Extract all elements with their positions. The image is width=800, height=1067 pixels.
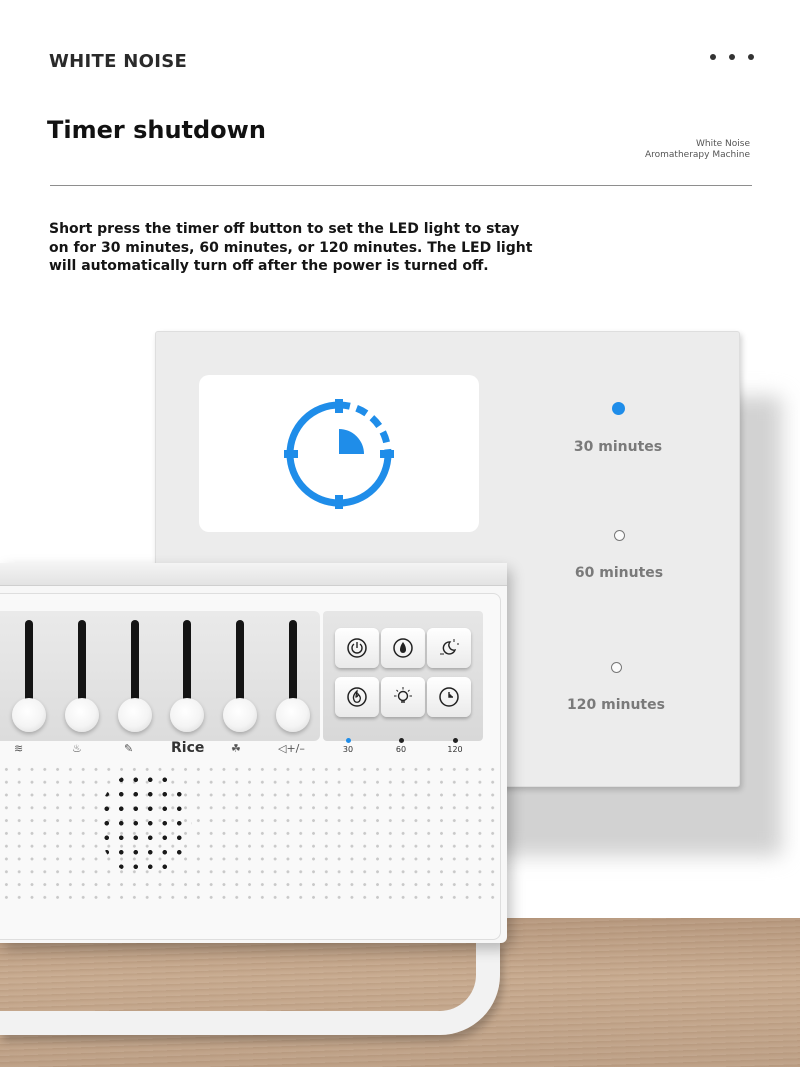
slider-panel — [0, 611, 320, 741]
brand-title: WHITE NOISE — [49, 51, 188, 72]
timer-button[interactable] — [427, 677, 471, 717]
timer-icon — [438, 686, 460, 708]
more-options-icon[interactable] — [710, 52, 754, 62]
bird-icon: ✎ — [124, 742, 134, 755]
power-button[interactable] — [335, 628, 379, 668]
aroma-button[interactable] — [381, 628, 425, 668]
level-indicator-60 — [391, 738, 411, 754]
sound-slider-3[interactable] — [118, 620, 152, 740]
volume-plus-minus: +/– — [286, 742, 305, 755]
speaker-grille — [0, 763, 495, 908]
night-light-icon — [438, 637, 460, 659]
slider-knob[interactable] — [223, 698, 257, 732]
sound-slider-2[interactable] — [65, 620, 99, 740]
option-120-label: 120 minutes — [567, 697, 665, 713]
waves-icon: ≋ — [14, 742, 24, 755]
sound-slider-5[interactable] — [223, 620, 257, 740]
level-60-label: 60 — [395, 745, 407, 754]
timer-clock-icon — [284, 399, 394, 509]
product-name-line2: Aromatherapy Machine — [644, 150, 750, 160]
timer-card — [199, 375, 479, 532]
option-120-radio[interactable] — [611, 662, 622, 673]
light-button[interactable] — [381, 677, 425, 717]
rice-label: Rice — [171, 740, 205, 756]
sound-slider-4[interactable] — [170, 620, 204, 740]
volume-slider[interactable] — [276, 620, 310, 740]
option-30-label: 30 minutes — [573, 439, 663, 455]
slider-knob[interactable] — [118, 698, 152, 732]
sound-slider-1[interactable] — [12, 620, 46, 740]
device-stand — [0, 940, 500, 1035]
level-indicator-120 — [445, 738, 465, 754]
aroma-drop-icon — [392, 637, 414, 659]
slider-knob[interactable] — [12, 698, 46, 732]
volume-label — [278, 742, 305, 755]
night-light-button[interactable] — [427, 628, 471, 668]
speaker-icon: ◁ — [278, 742, 287, 755]
level-indicator-30 — [338, 738, 358, 754]
option-30-radio[interactable] — [612, 402, 625, 415]
white-noise-device — [0, 563, 507, 943]
device-top-edge — [0, 563, 507, 586]
button-panel — [323, 611, 483, 741]
slider-knob[interactable] — [170, 698, 204, 732]
product-name-line1: White Noise — [696, 139, 750, 149]
bulb-icon — [392, 686, 414, 708]
product-name — [645, 139, 750, 161]
description: Short press the timer off button to set the LED light to stay on for 30 minutes, 60 minutes, or 120 minutes. The LED light will automatically turn off after the power is turned off. — [49, 221, 533, 274]
flame-button[interactable] — [335, 677, 379, 717]
option-120-minutes[interactable] — [546, 662, 686, 713]
option-60-minutes[interactable] — [549, 530, 689, 581]
flame-icon — [346, 686, 368, 708]
option-60-label: 60 minutes — [574, 565, 664, 581]
divider — [50, 185, 752, 186]
option-30-minutes[interactable] — [548, 402, 688, 455]
level-120-label: 120 — [447, 745, 463, 754]
fire-icon: ♨ — [72, 742, 82, 755]
slider-knob[interactable] — [276, 698, 310, 732]
power-icon — [346, 637, 368, 659]
page-title: Timer shutdown — [47, 116, 266, 144]
level-30-label: 30 — [342, 745, 354, 754]
slider-knob[interactable] — [65, 698, 99, 732]
speaker-holes — [85, 758, 205, 903]
frog-icon: ☘ — [231, 742, 241, 755]
control-labels — [0, 738, 500, 760]
option-60-radio[interactable] — [614, 530, 625, 541]
